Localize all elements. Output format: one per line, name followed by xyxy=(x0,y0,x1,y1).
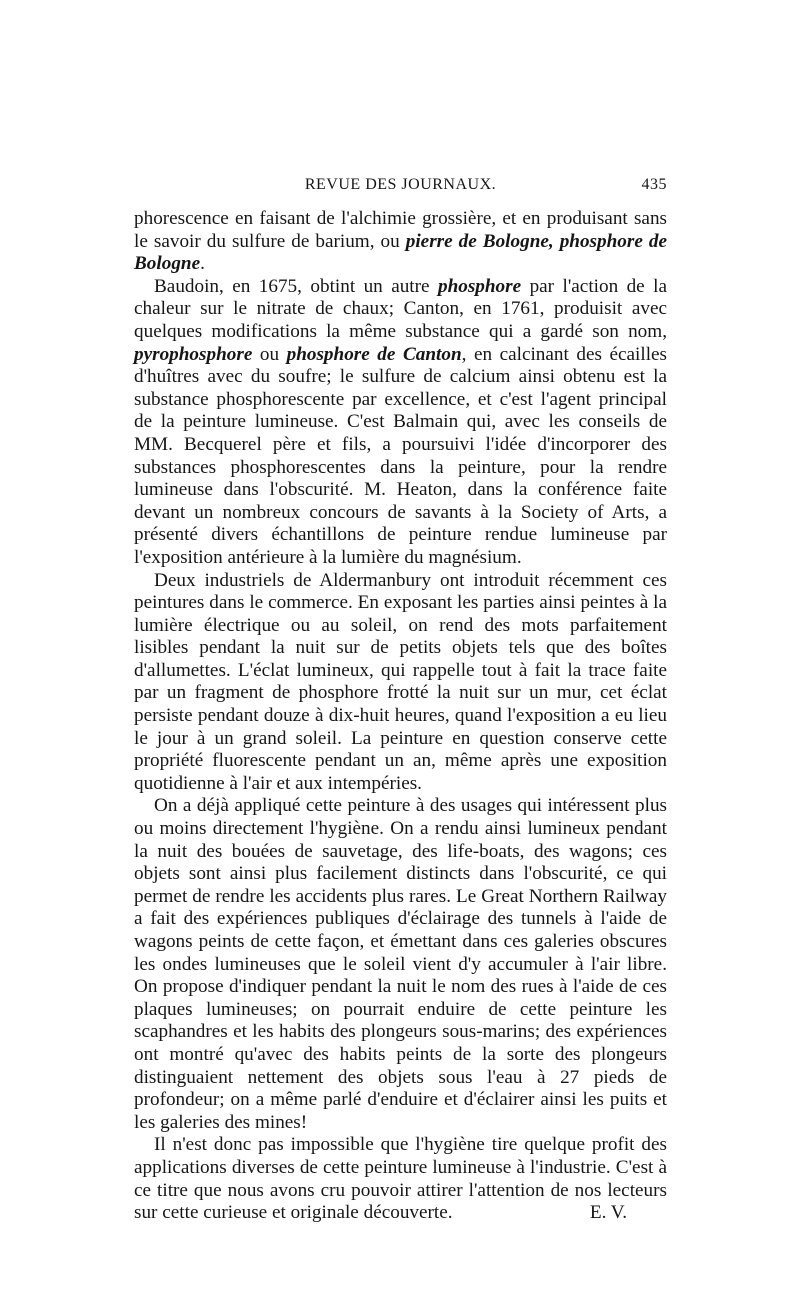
paragraph-4: On a déjà appliqué cette peinture à des usages qui intéressent plus ou moins directement l'hygiène. On a rendu ainsi lumineux pendant la nuit des bouées de sauvetage, des life-boats, des wagons; ces objets sont ainsi plus facilement distincts dans l'obscurité, ce qui permet de rendre les accidents plus rares. Le Great Northern Railway a fait des expériences publiques d'éclairage des tunnels à l'aide de wagons peints de cette façon, et émettant dans ces galeries obscures les ondes lumineuses que le soleil vient d'y accumuler à l'air libre. On propose d'indiquer pendant la nuit le nom des rues à l'aide de ces plaques lumineuses; on pourrait enduire de cette peinture les scaphandres et les habits des plongeurs sous-marins; des expériences ont montré qu'avec des habits peints de la sorte des plongeurs distinguaient nettement des objets sous l'eau à 27 pieds de profondeur; on a même parlé d'enduire et d'éclairer ainsi les puits et les galeries des mines! xyxy=(134,795,667,1133)
page-header xyxy=(134,176,667,200)
paragraph-5: Il n'est donc pas impossible que l'hygiène tire quelque profit des applications diverses de cette peinture lumineuse à l'industrie. C'est à ce titre que nous avons cru pouvoir attirer l'attention de nos lecteurs sur cette curieuse et originale découverte. E. V. xyxy=(134,1134,667,1224)
article-body xyxy=(134,208,667,1225)
running-title: REVUE DES JOURNAUX. xyxy=(304,176,497,193)
page-number: 435 xyxy=(641,176,667,193)
journal-page xyxy=(134,176,667,1225)
paragraph-3: Deux industriels de Aldermanbury ont introduit récemment ces peintures dans le commerce. En exposant les parties ainsi peintes à la lumière électrique ou au soleil, on rend des mots parfaitement lisibles pendant la nuit sur de petits objets tels que des boîtes d'allumettes. L'éclat lumineux, qui rappelle tout à fait la trace faite par un fragment de phosphore frotté la nuit sur un mur, cet éclat persiste pendant douze à dix-huit heures, quand l'exposition a eu lieu le jour à un grand soleil. La peinture en question conserve cette propriété fluorescente pendant un an, même après une exposition quotidienne à l'air et aux intempéries. xyxy=(134,569,667,794)
paragraph-1: phorescence en faisant de l'alchimie grossière, et en produisant sans le savoir du sulfure de barium, ou pierre de Bologne, phosphore de Bologne. xyxy=(134,208,667,275)
author-signature: E. V. xyxy=(589,1202,627,1224)
paragraph-2: Baudoin, en 1675, obtint un autre phosphore par l'action de la chaleur sur le nitrate de chaux; Canton, en 1761, produisit avec quelques modifications la même substance qui a gardé son nom, pyrophosphore ou phosphore de Canton, en calcinant des écailles d'huîtres avec du soufre; le sulfure de calcium ainsi obtenu est la substance phosphorescente par excellence, et c'est l'agent principal de la peinture lumineuse. C'est Balmain qui, avec les conseils de MM. Becquerel père et fils, a poursuivi l'idée d'incorporer des substances phosphorescentes dans la peinture, pour la rendre lumineuse dans l'obscurité. M. Heaton, dans la conférence faite devant un nombreux concours de savants à la Society of Arts, a présenté divers échantillons de peinture rendue lumineuse par l'exposition antérieure à la lumière du magnésium. xyxy=(134,275,668,568)
